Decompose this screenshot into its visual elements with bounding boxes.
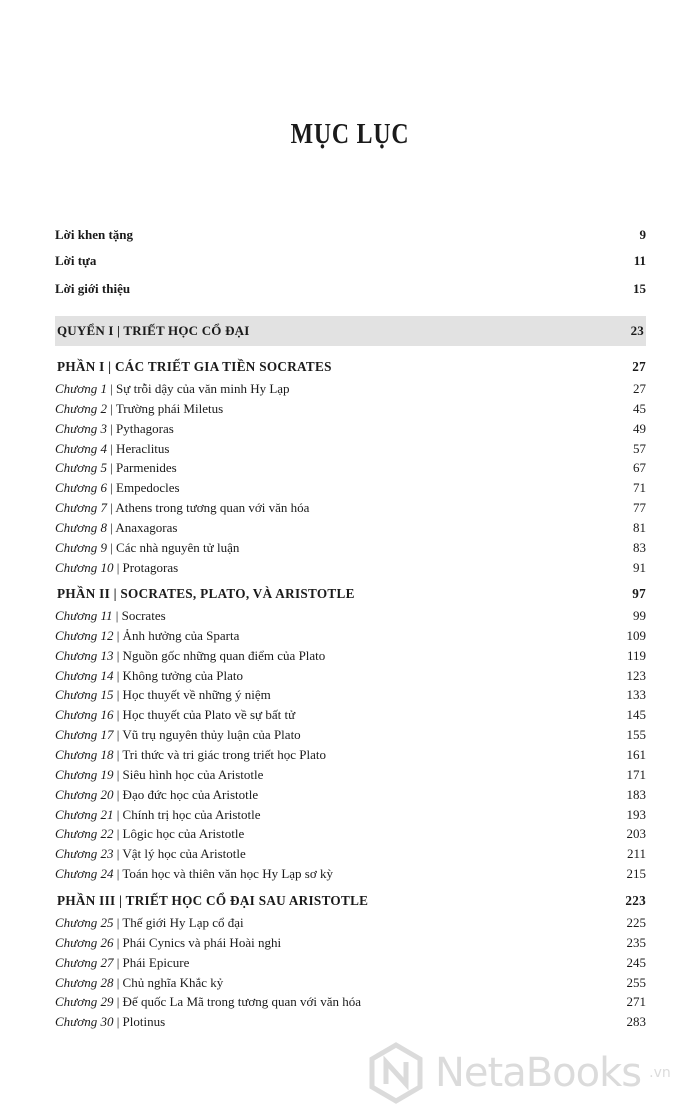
chapter-page-number: 109 xyxy=(626,628,646,643)
chapter-word-number xyxy=(55,460,107,475)
entry-label: Lời giới thiệu xyxy=(55,281,131,296)
chapter-page-number: 119 xyxy=(626,648,646,663)
chapter-word: Chương xyxy=(55,687,98,702)
chapter-word: Chương xyxy=(55,975,98,990)
chapter-word: Chương xyxy=(55,480,98,495)
chapter-page-number: 99 xyxy=(633,608,646,623)
toc-entry-chapter[interactable] xyxy=(55,805,646,825)
chapter-number: 1 xyxy=(100,381,107,396)
chapter-number: 26 xyxy=(100,935,114,950)
chapter-label xyxy=(55,725,301,745)
toc-entry-chapter[interactable] xyxy=(55,379,646,399)
chapter-label xyxy=(55,933,281,953)
chapter-title: | Phái Cynics và phái Hoài nghi xyxy=(116,935,282,950)
chapter-word-number xyxy=(55,955,113,970)
part-page-number: 97 xyxy=(632,586,646,601)
chapter-page-number: 203 xyxy=(626,826,646,841)
part-label: PHẦN I | CÁC TRIẾT GIA TIỀN SOCRATES xyxy=(57,359,332,374)
chapter-title: | Empedocles xyxy=(110,480,180,495)
chapter-title: | Đế quốc La Mã trong tương quan với văn hóa xyxy=(116,994,362,1009)
chapter-number: 28 xyxy=(100,975,114,990)
chapter-word: Chương xyxy=(55,807,98,822)
chapter-page-number: 91 xyxy=(633,560,646,575)
chapter-title: | Chủ nghĩa Khắc kỷ xyxy=(116,975,224,990)
chapter-title: | Học thuyết về những ý niệm xyxy=(116,687,271,702)
chapter-page-number: 245 xyxy=(626,955,646,970)
toc-entry-chapter[interactable] xyxy=(55,1012,646,1032)
netabooks-logo-icon xyxy=(365,1042,427,1104)
chapter-title: | Anaxagoras xyxy=(110,520,178,535)
part-label: PHẦN II | SOCRATES, PLATO, VÀ ARISTOTLE xyxy=(57,586,355,601)
chapter-title: | Toán học và thiên văn học Hy Lạp sơ kỳ xyxy=(116,866,333,881)
watermark-brand: NetaBooks xyxy=(435,1050,642,1096)
part-page-number: 223 xyxy=(625,893,646,908)
chapter-label xyxy=(55,953,189,973)
chapter-page-number: 283 xyxy=(626,1014,646,1029)
toc-entry-front-matter[interactable] xyxy=(55,225,646,245)
chapter-number: 14 xyxy=(100,668,114,683)
chapter-number: 25 xyxy=(100,915,114,930)
chapter-page-number: 271 xyxy=(626,994,646,1009)
chapter-page-number: 133 xyxy=(626,687,646,702)
chapter-word: Chương xyxy=(55,401,98,416)
chapter-page-number: 81 xyxy=(633,520,646,535)
chapter-word: Chương xyxy=(55,707,98,722)
chapter-page-number: 123 xyxy=(626,668,646,683)
toc-entry-chapter[interactable] xyxy=(55,745,646,765)
chapter-title: | Học thuyết của Plato về sự bất tử xyxy=(116,707,296,722)
chapter-number: 21 xyxy=(100,807,114,822)
chapter-number: 13 xyxy=(100,648,114,663)
toc-entry-chapter[interactable] xyxy=(55,992,646,1012)
chapter-word-number xyxy=(55,846,113,861)
book-label: QUYỂN I | TRIẾT HỌC CỔ ĐẠI xyxy=(57,323,250,338)
chapter-page-number: 67 xyxy=(633,460,646,475)
chapter-title: | Thế giới Hy Lạp cổ đại xyxy=(116,915,244,930)
chapter-word-number xyxy=(55,520,107,535)
chapter-label xyxy=(55,913,244,933)
chapter-word-number xyxy=(55,935,113,950)
chapter-word-number xyxy=(55,500,107,515)
chapter-word-number xyxy=(55,767,113,782)
toc-entry-chapter[interactable] xyxy=(55,953,646,973)
chapter-page-number: 83 xyxy=(633,540,646,555)
chapter-label xyxy=(55,864,333,884)
toc-entry-chapter[interactable] xyxy=(55,933,646,953)
chapter-word: Chương xyxy=(55,381,98,396)
chapter-word: Chương xyxy=(55,668,98,683)
chapter-word-number xyxy=(55,994,113,1009)
chapter-label xyxy=(55,824,244,844)
entry-page-number: 15 xyxy=(633,281,646,296)
chapter-page-number: 183 xyxy=(626,787,646,802)
chapter-page-number: 161 xyxy=(626,747,646,762)
chapter-number: 5 xyxy=(100,460,107,475)
chapter-title: | Lôgic học của Aristotle xyxy=(116,826,245,841)
chapter-title: | Socrates xyxy=(115,608,166,623)
chapter-label xyxy=(55,518,177,538)
chapter-word: Chương xyxy=(55,866,98,881)
chapter-word-number xyxy=(55,421,107,436)
chapter-title: | Các nhà nguyên tử luận xyxy=(110,540,240,555)
chapter-word: Chương xyxy=(55,648,98,663)
chapter-title: | Tri thức và tri giác trong triết học Plato xyxy=(116,747,327,762)
chapter-number: 9 xyxy=(100,540,107,555)
chapter-word: Chương xyxy=(55,767,98,782)
chapter-word-number xyxy=(55,608,113,623)
chapter-page-number: 71 xyxy=(633,480,646,495)
toc-entry-book[interactable] xyxy=(55,321,646,341)
chapter-page-number: 155 xyxy=(626,727,646,742)
chapter-word-number xyxy=(55,540,107,555)
chapter-word: Chương xyxy=(55,955,98,970)
chapter-number: 29 xyxy=(100,994,114,1009)
toc-entry-chapter[interactable] xyxy=(55,765,646,785)
chapter-word: Chương xyxy=(55,628,98,643)
chapter-page-number: 193 xyxy=(626,807,646,822)
entry-page-number: 11 xyxy=(633,253,646,268)
chapter-label xyxy=(55,439,169,459)
chapter-number: 20 xyxy=(100,787,114,802)
chapter-number: 12 xyxy=(100,628,114,643)
part-page-number: 27 xyxy=(632,359,646,374)
chapter-title: | Đạo đức học của Aristotle xyxy=(116,787,259,802)
chapter-label xyxy=(55,478,180,498)
chapter-page-number: 45 xyxy=(633,401,646,416)
chapter-label xyxy=(55,973,223,993)
chapter-title: | Phái Epicure xyxy=(116,955,190,970)
chapter-word: Chương xyxy=(55,787,98,802)
chapter-label xyxy=(55,805,260,825)
chapter-number: 4 xyxy=(100,441,107,456)
chapter-label xyxy=(55,626,239,646)
chapter-word-number xyxy=(55,687,113,702)
toc-entry-chapter[interactable] xyxy=(55,666,646,686)
toc-entry-chapter[interactable] xyxy=(55,824,646,844)
toc-entry-chapter[interactable] xyxy=(55,864,646,884)
chapter-label xyxy=(55,1012,165,1032)
chapter-number: 3 xyxy=(100,421,107,436)
chapter-label xyxy=(55,785,258,805)
chapter-number: 16 xyxy=(100,707,114,722)
part-label: PHẦN III | TRIẾT HỌC CỔ ĐẠI SAU ARISTOTLE xyxy=(57,893,369,908)
chapter-word: Chương xyxy=(55,608,98,623)
chapter-label xyxy=(55,379,290,399)
chapter-number: 2 xyxy=(100,401,107,416)
watermark xyxy=(365,1038,695,1108)
chapter-label xyxy=(55,419,174,439)
chapter-word-number xyxy=(55,975,113,990)
chapter-label xyxy=(55,666,243,686)
chapter-page-number: 235 xyxy=(626,935,646,950)
chapter-label xyxy=(55,458,177,478)
chapter-label xyxy=(55,992,361,1012)
chapter-number: 7 xyxy=(100,500,107,515)
chapter-label xyxy=(55,538,239,558)
chapter-word: Chương xyxy=(55,520,98,535)
chapter-word-number xyxy=(55,480,107,495)
chapter-label xyxy=(55,606,166,626)
toc-entry-chapter[interactable] xyxy=(55,498,646,518)
chapter-title: | Nguồn gốc những quan điểm của Plato xyxy=(116,648,326,663)
chapter-number: 30 xyxy=(100,1014,114,1029)
chapter-page-number: 215 xyxy=(626,866,646,881)
chapter-number: 6 xyxy=(100,480,107,495)
chapter-page-number: 49 xyxy=(633,421,646,436)
chapter-number: 15 xyxy=(100,687,114,702)
chapter-title: | Không tưởng của Plato xyxy=(116,668,243,683)
chapter-title: | Chính trị học của Aristotle xyxy=(116,807,261,822)
chapter-word-number xyxy=(55,727,113,742)
toc-entry-chapter[interactable] xyxy=(55,558,646,578)
chapter-word-number xyxy=(55,648,113,663)
toc-entry-chapter[interactable] xyxy=(55,705,646,725)
chapter-word-number xyxy=(55,1014,113,1029)
toc-entry-chapter[interactable] xyxy=(55,419,646,439)
chapter-number: 22 xyxy=(100,826,114,841)
chapter-title: | Vật lý học của Aristotle xyxy=(116,846,246,861)
chapter-word-number xyxy=(55,787,113,802)
toc-entry-chapter[interactable] xyxy=(55,478,646,498)
chapter-title: | Athens trong tương quan với văn hóa xyxy=(110,500,310,515)
chapter-number: 10 xyxy=(100,560,114,575)
chapter-word-number xyxy=(55,915,113,930)
chapter-page-number: 225 xyxy=(626,915,646,930)
chapter-title: | Trường phái Miletus xyxy=(110,401,224,416)
toc-entry-chapter[interactable] xyxy=(55,913,646,933)
entry-page-number: 9 xyxy=(639,227,646,242)
chapter-page-number: 211 xyxy=(626,846,646,861)
book-page-number: 23 xyxy=(630,323,644,338)
toc-entry-chapter[interactable] xyxy=(55,399,646,419)
chapter-label xyxy=(55,745,326,765)
chapter-word: Chương xyxy=(55,421,98,436)
chapter-word-number xyxy=(55,628,113,643)
chapter-page-number: 57 xyxy=(633,441,646,456)
entry-label: Lời khen tặng xyxy=(55,227,133,242)
chapter-page-number: 255 xyxy=(626,975,646,990)
chapter-title: | Sự trỗi dậy của văn minh Hy Lạp xyxy=(110,381,290,396)
chapter-number: 19 xyxy=(100,767,114,782)
chapter-page-number: 171 xyxy=(626,767,646,782)
chapter-number: 11 xyxy=(100,608,113,623)
entry-label: Lời tựa xyxy=(55,253,97,268)
toc-entry-chapter[interactable] xyxy=(55,646,646,666)
chapter-number: 23 xyxy=(100,846,114,861)
chapter-word: Chương xyxy=(55,540,98,555)
chapter-number: 27 xyxy=(100,955,114,970)
chapter-word: Chương xyxy=(55,826,98,841)
chapter-word-number xyxy=(55,747,113,762)
chapter-word-number xyxy=(55,866,113,881)
chapter-number: 8 xyxy=(100,520,107,535)
chapter-title: | Plotinus xyxy=(116,1014,166,1029)
chapter-word: Chương xyxy=(55,500,98,515)
toc-entry-part[interactable] xyxy=(55,891,646,911)
chapter-title: | Siêu hình học của Aristotle xyxy=(116,767,264,782)
toc-entry-part[interactable] xyxy=(55,584,646,604)
chapter-word-number xyxy=(55,401,107,416)
watermark-suffix: .vn xyxy=(649,1065,671,1081)
chapter-title: | Ảnh hưởng của Sparta xyxy=(116,628,240,643)
chapter-number: 24 xyxy=(100,866,114,881)
toc-entry-chapter[interactable] xyxy=(55,973,646,993)
chapter-page-number: 77 xyxy=(633,500,646,515)
chapter-word-number xyxy=(55,381,107,396)
chapter-title: | Heraclitus xyxy=(110,441,170,456)
chapter-word-number xyxy=(55,826,113,841)
toc-entry-front-matter[interactable] xyxy=(55,279,646,299)
chapter-label xyxy=(55,705,295,725)
chapter-word: Chương xyxy=(55,994,98,1009)
chapter-title: | Protagoras xyxy=(116,560,179,575)
toc-entry-chapter[interactable] xyxy=(55,606,646,626)
toc-entry-chapter[interactable] xyxy=(55,538,646,558)
chapter-word: Chương xyxy=(55,747,98,762)
toc-entry-chapter[interactable] xyxy=(55,785,646,805)
chapter-title: | Parmenides xyxy=(110,460,177,475)
chapter-word: Chương xyxy=(55,727,98,742)
chapter-title: | Pythagoras xyxy=(110,421,174,436)
chapter-page-number: 145 xyxy=(626,707,646,722)
chapter-word-number xyxy=(55,441,107,456)
chapter-word-number xyxy=(55,707,113,722)
toc-entry-chapter[interactable] xyxy=(55,844,646,864)
chapter-page-number: 27 xyxy=(633,381,646,396)
toc-entry-chapter[interactable] xyxy=(55,439,646,459)
chapter-label xyxy=(55,498,309,518)
chapter-label xyxy=(55,765,263,785)
chapter-word-number xyxy=(55,668,113,683)
chapter-word: Chương xyxy=(55,460,98,475)
toc-entry-chapter[interactable] xyxy=(55,458,646,478)
chapter-word: Chương xyxy=(55,846,98,861)
toc-entry-front-matter[interactable] xyxy=(55,251,646,271)
toc-entry-chapter[interactable] xyxy=(55,626,646,646)
toc-entry-chapter[interactable] xyxy=(55,518,646,538)
chapter-number: 18 xyxy=(100,747,114,762)
chapter-label xyxy=(55,558,178,578)
chapter-label xyxy=(55,685,271,705)
toc-entry-part[interactable] xyxy=(55,357,646,377)
chapter-word-number xyxy=(55,807,113,822)
chapter-word: Chương xyxy=(55,441,98,456)
chapter-word-number xyxy=(55,560,113,575)
chapter-label xyxy=(55,646,325,666)
chapter-label xyxy=(55,844,246,864)
chapter-word: Chương xyxy=(55,560,98,575)
chapter-title: | Vũ trụ nguyên thủy luận của Plato xyxy=(116,727,301,742)
chapter-word: Chương xyxy=(55,915,98,930)
toc-entry-chapter[interactable] xyxy=(55,685,646,705)
chapter-number: 17 xyxy=(100,727,114,742)
toc-entry-chapter[interactable] xyxy=(55,725,646,745)
chapter-label xyxy=(55,399,223,419)
chapter-word: Chương xyxy=(55,1014,98,1029)
page-title: MỤC LỤC xyxy=(290,118,410,150)
chapter-word: Chương xyxy=(55,935,98,950)
